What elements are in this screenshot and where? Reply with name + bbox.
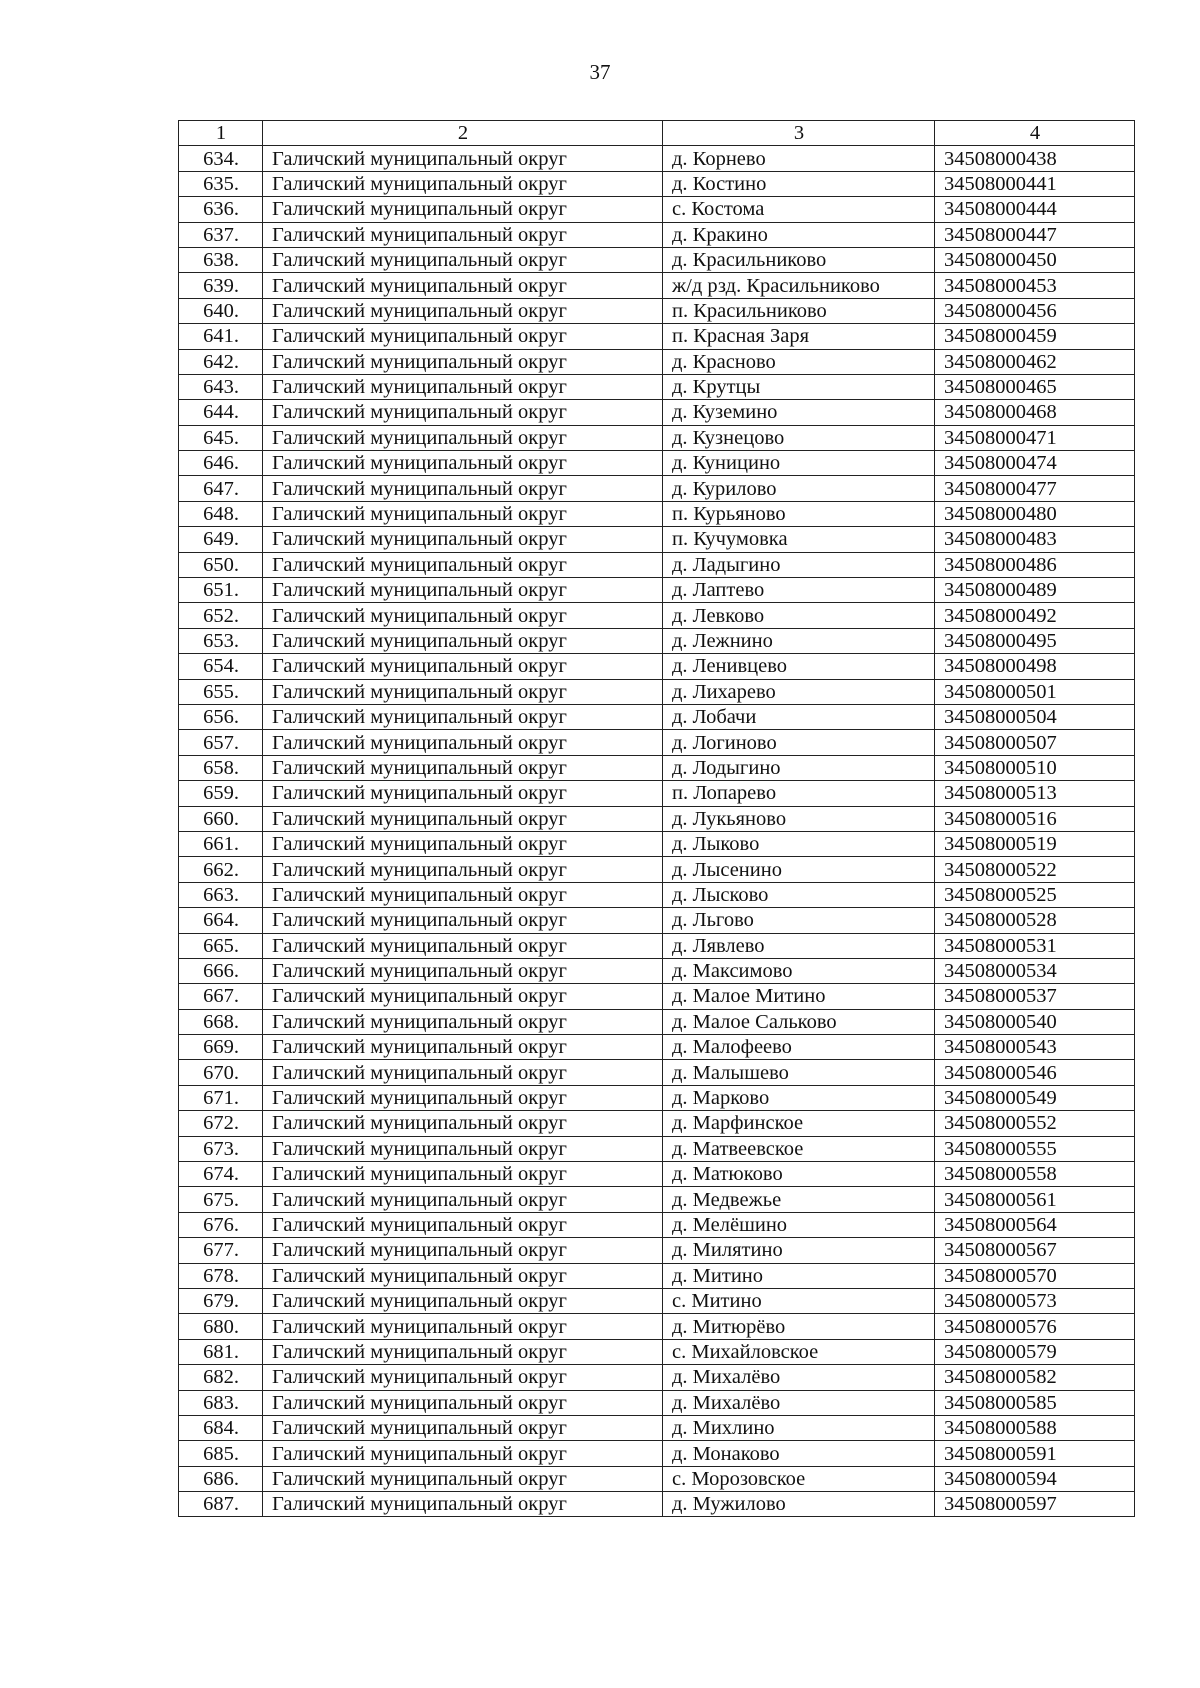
row-number: 658. (179, 755, 263, 780)
table-row (179, 1466, 1135, 1491)
oktmo-code: 34508000483 (935, 527, 1135, 552)
municipality-name: Галичский муниципальный округ (263, 1314, 663, 1339)
table-row (179, 1212, 1135, 1237)
oktmo-code: 34508000501 (935, 679, 1135, 704)
oktmo-code: 34508000549 (935, 1085, 1135, 1110)
table-row (179, 1339, 1135, 1364)
settlement-name: д. Лежнино (663, 628, 935, 653)
settlement-name: с. Морозовское (663, 1466, 935, 1491)
settlement-name: д. Крутцы (663, 374, 935, 399)
oktmo-code: 34508000558 (935, 1162, 1135, 1187)
table-row (179, 425, 1135, 450)
oktmo-code: 34508000564 (935, 1212, 1135, 1237)
municipality-name: Галичский муниципальный округ (263, 324, 663, 349)
municipality-name: Галичский муниципальный округ (263, 1187, 663, 1212)
row-number: 646. (179, 451, 263, 476)
row-number: 659. (179, 781, 263, 806)
settlement-name: д. Митино (663, 1263, 935, 1288)
row-number: 640. (179, 298, 263, 323)
oktmo-code: 34508000447 (935, 222, 1135, 247)
row-number: 668. (179, 1009, 263, 1034)
settlement-name: д. Курилово (663, 476, 935, 501)
municipality-name: Галичский муниципальный округ (263, 1492, 663, 1517)
municipality-name: Галичский муниципальный округ (263, 578, 663, 603)
table-row (179, 958, 1135, 983)
settlement-name: д. Мужилово (663, 1492, 935, 1517)
settlement-name: д. Михалёво (663, 1365, 935, 1390)
oktmo-code: 34508000477 (935, 476, 1135, 501)
oktmo-code: 34508000552 (935, 1111, 1135, 1136)
oktmo-code: 34508000489 (935, 578, 1135, 603)
page-number: 37 (589, 60, 611, 84)
municipality-name: Галичский муниципальный округ (263, 958, 663, 983)
table-row (179, 1263, 1135, 1288)
oktmo-code: 34508000576 (935, 1314, 1135, 1339)
oktmo-code: 34508000513 (935, 781, 1135, 806)
municipality-name: Галичский муниципальный округ (263, 1263, 663, 1288)
settlement-name: ж/д рзд. Красильниково (663, 273, 935, 298)
settlement-name: д. Малышево (663, 1060, 935, 1085)
row-number: 645. (179, 425, 263, 450)
municipality-name: Галичский муниципальный округ (263, 1035, 663, 1060)
oktmo-code: 34508000537 (935, 984, 1135, 1009)
row-number: 649. (179, 527, 263, 552)
table-row (179, 831, 1135, 856)
municipality-name: Галичский муниципальный округ (263, 1441, 663, 1466)
oktmo-code: 34508000567 (935, 1238, 1135, 1263)
oktmo-code: 34508000588 (935, 1415, 1135, 1440)
table-row (179, 324, 1135, 349)
table-row (179, 552, 1135, 577)
oktmo-code: 34508000510 (935, 755, 1135, 780)
oktmo-code: 34508000597 (935, 1492, 1135, 1517)
oktmo-code: 34508000465 (935, 374, 1135, 399)
municipality-name: Галичский муниципальный округ (263, 1212, 663, 1237)
row-number: 655. (179, 679, 263, 704)
oktmo-code: 34508000516 (935, 806, 1135, 831)
row-number: 641. (179, 324, 263, 349)
row-number: 686. (179, 1466, 263, 1491)
settlement-name: д. Мелёшино (663, 1212, 935, 1237)
settlement-name: д. Матвеевское (663, 1136, 935, 1161)
row-number: 634. (179, 146, 263, 171)
oktmo-code: 34508000528 (935, 908, 1135, 933)
table-row (179, 1060, 1135, 1085)
table-row (179, 933, 1135, 958)
oktmo-code: 34508000594 (935, 1466, 1135, 1491)
table-row (179, 1009, 1135, 1034)
oktmo-code: 34508000468 (935, 400, 1135, 425)
row-number: 635. (179, 171, 263, 196)
oktmo-code: 34508000441 (935, 171, 1135, 196)
municipality-name: Галичский муниципальный округ (263, 831, 663, 856)
row-number: 647. (179, 476, 263, 501)
municipality-name: Галичский муниципальный округ (263, 1009, 663, 1034)
municipality-name: Галичский муниципальный округ (263, 908, 663, 933)
row-number: 680. (179, 1314, 263, 1339)
table-row (179, 1390, 1135, 1415)
settlement-name: д. Костино (663, 171, 935, 196)
row-number: 654. (179, 654, 263, 679)
row-number: 664. (179, 908, 263, 933)
settlement-name: д. Михалёво (663, 1390, 935, 1415)
header-col-4: 4 (935, 121, 1135, 146)
table-body (179, 146, 1135, 1517)
row-number: 681. (179, 1339, 263, 1364)
row-number: 644. (179, 400, 263, 425)
oktmo-code: 34508000480 (935, 501, 1135, 526)
oktmo-code: 34508000507 (935, 730, 1135, 755)
table-header-row (179, 121, 1135, 146)
settlement-name: п. Красная Заря (663, 324, 935, 349)
oktmo-code: 34508000570 (935, 1263, 1135, 1288)
municipality-name: Галичский муниципальный округ (263, 273, 663, 298)
settlement-name: д. Малое Митино (663, 984, 935, 1009)
row-number: 683. (179, 1390, 263, 1415)
municipality-name: Галичский муниципальный округ (263, 298, 663, 323)
table-row (179, 146, 1135, 171)
row-number: 687. (179, 1492, 263, 1517)
municipality-name: Галичский муниципальный округ (263, 1060, 663, 1085)
oktmo-code: 34508000585 (935, 1390, 1135, 1415)
row-number: 675. (179, 1187, 263, 1212)
table-row (179, 222, 1135, 247)
row-number: 657. (179, 730, 263, 755)
header-col-1: 1 (179, 121, 263, 146)
row-number: 671. (179, 1085, 263, 1110)
settlement-name: п. Кучумовка (663, 527, 935, 552)
header-col-3: 3 (663, 121, 935, 146)
settlement-name: д. Малофеево (663, 1035, 935, 1060)
row-number: 682. (179, 1365, 263, 1390)
settlement-name: д. Лысково (663, 882, 935, 907)
row-number: 684. (179, 1415, 263, 1440)
table-row (179, 1035, 1135, 1060)
settlement-name: п. Курьяново (663, 501, 935, 526)
row-number: 666. (179, 958, 263, 983)
table-row (179, 1365, 1135, 1390)
municipality-name: Галичский муниципальный округ (263, 628, 663, 653)
row-number: 676. (179, 1212, 263, 1237)
settlement-name: д. Матюково (663, 1162, 935, 1187)
oktmo-code: 34508000534 (935, 958, 1135, 983)
table-row (179, 806, 1135, 831)
municipality-name: Галичский муниципальный округ (263, 197, 663, 222)
municipality-name: Галичский муниципальный округ (263, 222, 663, 247)
municipality-name: Галичский муниципальный округ (263, 704, 663, 729)
row-number: 672. (179, 1111, 263, 1136)
municipality-name: Галичский муниципальный округ (263, 984, 663, 1009)
row-number: 669. (179, 1035, 263, 1060)
oktmo-code: 34508000450 (935, 247, 1135, 272)
municipality-name: Галичский муниципальный округ (263, 476, 663, 501)
settlement-name: д. Малое Сальково (663, 1009, 935, 1034)
settlement-name: д. Лихарево (663, 679, 935, 704)
oktmo-code: 34508000591 (935, 1441, 1135, 1466)
table-row (179, 298, 1135, 323)
table-row (179, 1085, 1135, 1110)
row-number: 653. (179, 628, 263, 653)
municipality-name: Галичский муниципальный округ (263, 1136, 663, 1161)
oktmo-code: 34508000495 (935, 628, 1135, 653)
oktmo-code: 34508000453 (935, 273, 1135, 298)
row-number: 643. (179, 374, 263, 399)
municipality-name: Галичский муниципальный округ (263, 552, 663, 577)
oktmo-code: 34508000519 (935, 831, 1135, 856)
table-row (179, 1187, 1135, 1212)
table-row (179, 628, 1135, 653)
table-row (179, 501, 1135, 526)
municipality-name: Галичский муниципальный округ (263, 730, 663, 755)
municipality-name: Галичский муниципальный округ (263, 654, 663, 679)
table-row (179, 1238, 1135, 1263)
municipality-name: Галичский муниципальный округ (263, 1466, 663, 1491)
municipality-name: Галичский муниципальный округ (263, 374, 663, 399)
municipality-name: Галичский муниципальный округ (263, 933, 663, 958)
settlement-name: д. Марково (663, 1085, 935, 1110)
settlement-name: д. Ладыгино (663, 552, 935, 577)
table-row (179, 476, 1135, 501)
oktmo-code: 34508000459 (935, 324, 1135, 349)
table-row (179, 1162, 1135, 1187)
table-row (179, 1136, 1135, 1161)
oktmo-code: 34508000486 (935, 552, 1135, 577)
municipality-name: Галичский муниципальный округ (263, 1111, 663, 1136)
settlement-name: д. Медвежье (663, 1187, 935, 1212)
header-col-2: 2 (263, 121, 663, 146)
municipality-name: Галичский муниципальный округ (263, 1390, 663, 1415)
oktmo-code: 34508000498 (935, 654, 1135, 679)
oktmo-code: 34508000504 (935, 704, 1135, 729)
settlement-name: д. Красильниково (663, 247, 935, 272)
table-row (179, 171, 1135, 196)
table-row (179, 1492, 1135, 1517)
settlement-name: д. Монаково (663, 1441, 935, 1466)
settlement-name: д. Михлино (663, 1415, 935, 1440)
settlement-name: д. Левково (663, 603, 935, 628)
table-row (179, 730, 1135, 755)
table-row (179, 603, 1135, 628)
table-row (179, 1441, 1135, 1466)
settlement-name: д. Лукьяново (663, 806, 935, 831)
settlement-name: с. Митино (663, 1288, 935, 1313)
oktmo-code: 34508000561 (935, 1187, 1135, 1212)
municipality-name: Галичский муниципальный округ (263, 857, 663, 882)
row-number: 652. (179, 603, 263, 628)
settlement-name: д. Ленивцево (663, 654, 935, 679)
settlement-name: д. Лодыгино (663, 755, 935, 780)
table-row (179, 527, 1135, 552)
table-row (179, 1111, 1135, 1136)
row-number: 656. (179, 704, 263, 729)
municipality-name: Галичский муниципальный округ (263, 1238, 663, 1263)
settlement-name: д. Марфинское (663, 1111, 935, 1136)
municipality-name: Галичский муниципальный округ (263, 1085, 663, 1110)
row-number: 651. (179, 578, 263, 603)
settlement-name: с. Костома (663, 197, 935, 222)
oktmo-code: 34508000492 (935, 603, 1135, 628)
table-row (179, 781, 1135, 806)
row-number: 661. (179, 831, 263, 856)
table-row (179, 374, 1135, 399)
settlement-name: д. Красново (663, 349, 935, 374)
row-number: 685. (179, 1441, 263, 1466)
row-number: 670. (179, 1060, 263, 1085)
oktmo-code: 34508000579 (935, 1339, 1135, 1364)
table-row (179, 654, 1135, 679)
row-number: 667. (179, 984, 263, 1009)
settlement-name: д. Максимово (663, 958, 935, 983)
row-number: 679. (179, 1288, 263, 1313)
table-row (179, 984, 1135, 1009)
municipality-name: Галичский муниципальный округ (263, 451, 663, 476)
municipality-name: Галичский муниципальный округ (263, 501, 663, 526)
settlement-name: п. Красильниково (663, 298, 935, 323)
municipality-name: Галичский муниципальный округ (263, 781, 663, 806)
table-row (179, 679, 1135, 704)
table-row (179, 273, 1135, 298)
settlement-name: д. Логиново (663, 730, 935, 755)
row-number: 674. (179, 1162, 263, 1187)
oktmo-code: 34508000540 (935, 1009, 1135, 1034)
oktmo-code: 34508000522 (935, 857, 1135, 882)
row-number: 677. (179, 1238, 263, 1263)
row-number: 638. (179, 247, 263, 272)
settlement-name: д. Куницино (663, 451, 935, 476)
table-row (179, 451, 1135, 476)
settlement-name: д. Милятино (663, 1238, 935, 1263)
row-number: 665. (179, 933, 263, 958)
oktmo-code: 34508000462 (935, 349, 1135, 374)
oktmo-code: 34508000456 (935, 298, 1135, 323)
municipality-name: Галичский муниципальный округ (263, 806, 663, 831)
row-number: 636. (179, 197, 263, 222)
oktmo-code: 34508000546 (935, 1060, 1135, 1085)
settlement-name: д. Лобачи (663, 704, 935, 729)
row-number: 639. (179, 273, 263, 298)
municipality-name: Галичский муниципальный округ (263, 425, 663, 450)
settlement-name: д. Куземино (663, 400, 935, 425)
municipality-name: Галичский муниципальный округ (263, 349, 663, 374)
table-row (179, 755, 1135, 780)
row-number: 678. (179, 1263, 263, 1288)
oktmo-code: 34508000543 (935, 1035, 1135, 1060)
oktmo-code: 34508000555 (935, 1136, 1135, 1161)
table-row (179, 1288, 1135, 1313)
table-row (179, 349, 1135, 374)
settlement-name: д. Лысенино (663, 857, 935, 882)
row-number: 650. (179, 552, 263, 577)
oktmo-code: 34508000582 (935, 1365, 1135, 1390)
municipality-name: Галичский муниципальный округ (263, 603, 663, 628)
oktmo-code: 34508000531 (935, 933, 1135, 958)
municipality-name: Галичский муниципальный округ (263, 1162, 663, 1187)
oktmo-code: 34508000471 (935, 425, 1135, 450)
settlement-name: д. Лаптево (663, 578, 935, 603)
settlement-name: п. Лопарево (663, 781, 935, 806)
municipality-name: Галичский муниципальный округ (263, 146, 663, 171)
row-number: 648. (179, 501, 263, 526)
oktmo-code: 34508000474 (935, 451, 1135, 476)
table-row (179, 197, 1135, 222)
municipality-name: Галичский муниципальный округ (263, 1415, 663, 1440)
table-row (179, 857, 1135, 882)
municipality-name: Галичский муниципальный округ (263, 755, 663, 780)
row-number: 662. (179, 857, 263, 882)
municipality-name: Галичский муниципальный округ (263, 247, 663, 272)
settlement-name: с. Михайловское (663, 1339, 935, 1364)
table-row (179, 882, 1135, 907)
row-number: 663. (179, 882, 263, 907)
table-row (179, 578, 1135, 603)
oktmo-code: 34508000444 (935, 197, 1135, 222)
municipality-name: Галичский муниципальный округ (263, 1365, 663, 1390)
oktmo-code: 34508000573 (935, 1288, 1135, 1313)
settlement-name: д. Кузнецово (663, 425, 935, 450)
row-number: 660. (179, 806, 263, 831)
table-row (179, 1314, 1135, 1339)
oktmo-code: 34508000438 (935, 146, 1135, 171)
settlement-registry-table (178, 120, 1135, 1517)
settlement-name: д. Льгово (663, 908, 935, 933)
oktmo-code: 34508000525 (935, 882, 1135, 907)
table-row (179, 1415, 1135, 1440)
row-number: 642. (179, 349, 263, 374)
municipality-name: Галичский муниципальный округ (263, 679, 663, 704)
municipality-name: Галичский муниципальный округ (263, 171, 663, 196)
table-row (179, 704, 1135, 729)
municipality-name: Галичский муниципальный округ (263, 527, 663, 552)
row-number: 637. (179, 222, 263, 247)
table-row (179, 400, 1135, 425)
table-row (179, 247, 1135, 272)
row-number: 673. (179, 1136, 263, 1161)
municipality-name: Галичский муниципальный округ (263, 882, 663, 907)
settlement-name: д. Лыково (663, 831, 935, 856)
municipality-name: Галичский муниципальный округ (263, 1339, 663, 1364)
settlement-name: д. Митюрёво (663, 1314, 935, 1339)
settlement-name: д. Лявлево (663, 933, 935, 958)
municipality-name: Галичский муниципальный округ (263, 400, 663, 425)
municipality-name: Галичский муниципальный округ (263, 1288, 663, 1313)
settlement-name: д. Кракино (663, 222, 935, 247)
settlement-name: д. Корнево (663, 146, 935, 171)
table-row (179, 908, 1135, 933)
